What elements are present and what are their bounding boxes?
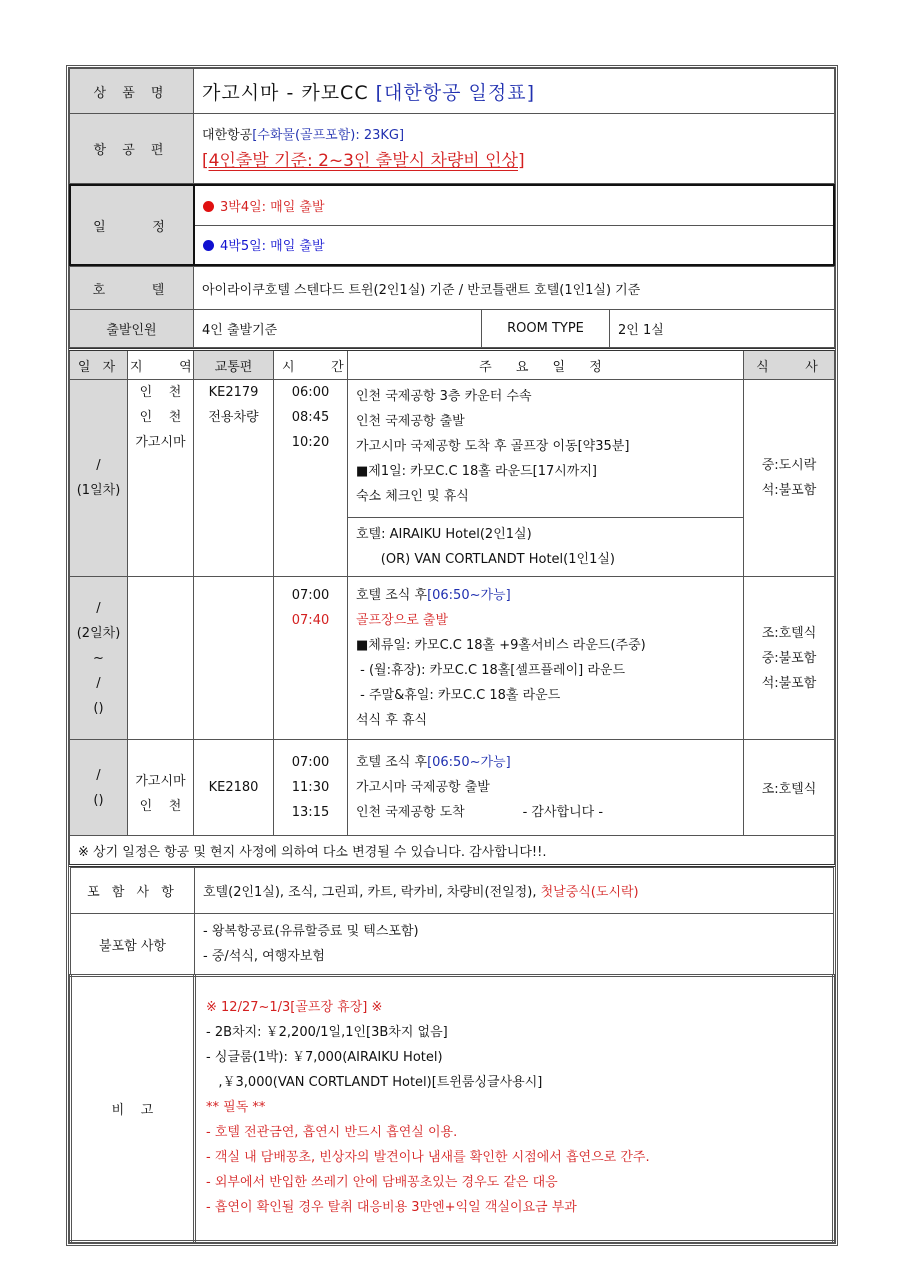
itinerary-row-last-day [70,740,835,836]
header-transport: 교통편 [194,350,274,380]
last-day-date: / () [70,740,128,836]
day2-date: / (2일차) ~ / () [70,577,128,740]
header-main-schedule: 주 요 일 정 [348,350,744,380]
day1-times: 06:00 08:45 10:20 [274,380,348,577]
flight-info [194,114,835,184]
day2-transport [194,577,274,740]
closure-notice: ※ 12/27~1/3[골프장 휴장] ※ [206,1000,383,1015]
schedule-option-3n4d: 3박4일: 매일 출발 [194,185,834,225]
must-read-title: ** 필독 ** [206,1100,266,1115]
product-label: 상 품 명 [70,69,194,114]
hotel-label: 호 텔 [70,267,194,310]
hotel-row [70,267,835,310]
last-day-times: 07:00 11:30 13:15 [274,740,348,836]
header-time: 시 간 [274,350,348,380]
excluded-list: - 왕복항공료(유류할증료 및 텍스포함) - 중/석식, 여행자보험 [195,914,834,976]
baggage-allowance: [수화물(골프포함): 23KG] [252,128,405,143]
schedule-label: 일 정 [70,185,194,265]
included-value: 호텔(2인1실), 조식, 그린피, 카트, 락카비, 차량비(전일정), 첫날중식(도시락) [195,868,834,914]
hotel-value: 아이라이쿠호텔 스텐다드 트윈(2인1실) 기준 / 반코틀랜트 호텔(1인1실) 기준 [194,267,835,310]
schedule-option-4n5d: 4박5일: 매일 출발 [194,225,834,265]
day1-hotel-note: 호텔: AIRAIKU Hotel(2인1실) (OR) VAN CORTLANDT Hotel(1인1실) [348,518,744,577]
last-day-plan: 호텔 조식 후[06:50~가능] 가고시마 국제공항 출발 인천 국제공항 도착 - 감사합니다 - [348,740,744,836]
info-table [69,68,835,184]
day2-meals: 조:호텔식 중:불포함 석:불포함 [744,577,835,740]
header-date: 일 자 [70,350,128,380]
flight-row [70,114,835,184]
product-title-tag: [대한항공 일정표] [375,81,535,104]
day2-regions [128,577,194,740]
group-size-notice: [4인출발 기준: 2~3인 출발시 차량비 인상] [202,151,525,171]
hotel-table [69,266,835,348]
day1-date: / (1일차) [70,380,128,577]
terms-table [69,867,835,1243]
excluded-label: 불포함 사항 [71,914,195,976]
header-meals: 식 사 [744,350,835,380]
last-day-meals: 조:호텔식 [744,740,835,836]
excluded-row [71,914,834,976]
room-type-label: ROOM TYPE [482,310,610,348]
departure-label: 출발인원 [70,310,194,348]
itinerary-table [69,348,835,867]
flight-label: 항 공 편 [70,114,194,184]
itinerary-document [66,65,838,1246]
itinerary-row-day2 [70,577,835,740]
blue-dot-icon [203,240,214,251]
departure-row [70,310,835,348]
itinerary-row-day1 [70,380,835,518]
day2-plan: 호텔 조식 후[06:50~가능] 골프장으로 출발 ■체류일: 카모C.C 18홀 +9홀서비스 라운드(주중) - (월:휴장): 카모C.C 18홀[셀프플레이] 라운드 - 주말&휴일: 카모C.C 18홀 라운드 석식 후 휴식 [348,577,744,740]
itinerary-header-row [70,350,835,380]
included-row [71,868,834,914]
product-title-main: 가고시마 - 카모CC [202,81,376,104]
schedule-table [69,184,835,266]
red-dot-icon [203,201,214,212]
last-day-transport: KE2180 [194,740,274,836]
header-region: 지 역 [128,350,194,380]
itinerary-footnote: ※ 상기 일정은 항공 및 현지 사정에 의하여 다소 변경될 수 있습니다. 감사합니다!!. [70,836,835,866]
product-row [70,69,835,114]
departure-value: 4인 출발기준 [194,310,482,348]
day1-meals: 중:도시락 석:불포함 [744,380,835,577]
airline-name: 대한항공 [202,128,253,143]
remarks-row [71,976,834,1242]
room-type-value: 2인 1실 [610,310,835,348]
product-title [194,69,835,114]
day1-plan: 인천 국제공항 3층 카운터 수속 인천 국제공항 출발 가고시마 국제공항 도착 후 골프장 이동[약35분] ■제1일: 카모C.C 18홀 라운드[17시까지] 숙소 체크인 및 휴식 [348,380,744,518]
remarks-content: ※ 12/27~1/3[골프장 휴장] ※ - 2B차지: ￥2,200/1일,1인[3B차지 없음] - 싱글룸(1박): ￥7,000(AIRAIKU Hotel) ,￥3,000(VAN CORTLANDT Hotel)[트윈룸싱글사용시] ** 필독 ** - 호텔 전관금연, 흡연시 반드시 흡연실 이용. - 객실 내 담배꽁초, 빈상자의 발견이나 냄새를 확인한 시점에서 흡연으로 간주. - 외부에서 반입한 쓰레기 안에 담배꽁초있는 경우도 같은 대응 - 흡연이 확인될 경우 탈취 대응비용 3만엔+익일 객실이요금 부과 [195,976,834,1242]
included-label: 포 함 사 항 [71,868,195,914]
day1-regions: 인 천 인 천 가고시마 [128,380,194,577]
remarks-label: 비 고 [71,976,195,1242]
day1-transport: KE2179 전용차량 [194,380,274,577]
itinerary-footnote-row [70,836,835,866]
last-day-regions: 가고시마 인 천 [128,740,194,836]
day2-times: 07:00 07:40 [274,577,348,740]
